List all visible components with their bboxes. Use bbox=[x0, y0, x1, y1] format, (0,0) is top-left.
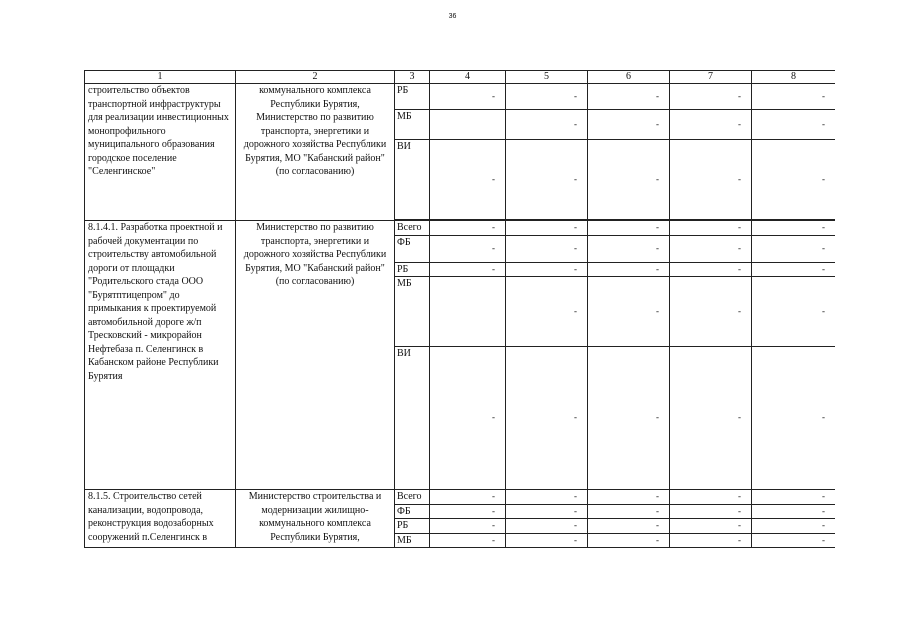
value-cell: - bbox=[430, 347, 506, 490]
value-cell: - bbox=[506, 110, 588, 140]
value-cell: - bbox=[430, 504, 506, 519]
value-cell: - bbox=[506, 504, 588, 519]
funding-source: ВИ bbox=[395, 347, 430, 490]
funding-source: МБ bbox=[395, 110, 430, 140]
value-cell: - bbox=[506, 347, 588, 490]
value-cell: - bbox=[588, 110, 670, 140]
column-header: 5 bbox=[506, 71, 588, 84]
column-header: 3 bbox=[395, 71, 430, 84]
value-cell: - bbox=[670, 533, 752, 548]
funding-source: Всего bbox=[395, 490, 430, 505]
column-header: 6 bbox=[588, 71, 670, 84]
value-cell: - bbox=[430, 533, 506, 548]
value-cell: - bbox=[430, 221, 506, 236]
funding-source: ВИ bbox=[395, 140, 430, 220]
value-cell: - bbox=[588, 533, 670, 548]
column-header: 8 bbox=[752, 71, 836, 84]
value-cell: - bbox=[588, 504, 670, 519]
value-cell: - bbox=[752, 140, 836, 220]
value-cell: - bbox=[670, 347, 752, 490]
value-cell: - bbox=[670, 277, 752, 347]
table-row bbox=[85, 84, 836, 110]
value-cell: - bbox=[752, 533, 836, 548]
funding-source: РБ bbox=[395, 519, 430, 534]
value-cell: - bbox=[588, 277, 670, 347]
value-cell: - bbox=[430, 262, 506, 277]
funding-source: МБ bbox=[395, 533, 430, 548]
value-cell: - bbox=[430, 235, 506, 262]
value-cell: - bbox=[670, 504, 752, 519]
value-cell: - bbox=[588, 235, 670, 262]
value-cell: - bbox=[506, 519, 588, 534]
value-cell bbox=[430, 277, 506, 347]
value-cell: - bbox=[506, 277, 588, 347]
value-cell: - bbox=[752, 277, 836, 347]
value-cell: - bbox=[506, 262, 588, 277]
value-cell: - bbox=[430, 140, 506, 220]
value-cell: - bbox=[506, 140, 588, 220]
column-header: 4 bbox=[430, 71, 506, 84]
measure-description: 8.1.5. Строительство сетей канализации, водопровода, реконструкция водозаборных сооружений п.Селенгинск в bbox=[85, 490, 236, 548]
responsible-executor: коммунального комплекса Республики Бурятия, Министерство по развитию транспорта, энергетики и дорожного хозяйства Республики Бурятия, МО "Кабанский район" (по согласованию) bbox=[236, 84, 395, 221]
value-cell: - bbox=[752, 221, 836, 236]
funding-source: РБ bbox=[395, 84, 430, 110]
funding-source: ФБ bbox=[395, 504, 430, 519]
responsible-executor: Министерство по развитию транспорта, энергетики и дорожного хозяйства Республики Бурятия, МО "Кабанский район" (по согласованию) bbox=[236, 221, 395, 490]
value-cell: - bbox=[506, 490, 588, 505]
value-cell: - bbox=[670, 235, 752, 262]
column-header: 2 bbox=[236, 71, 395, 84]
measure-description: строительство объектов транспортной инфраструктуры для реализации инвестиционных монопрофильного муниципального образования городское поселение "Селенгинское" bbox=[85, 84, 236, 221]
value-cell: - bbox=[752, 347, 836, 490]
value-cell: - bbox=[752, 262, 836, 277]
value-cell: - bbox=[752, 235, 836, 262]
value-cell: - bbox=[670, 140, 752, 220]
funding-source: МБ bbox=[395, 277, 430, 347]
responsible-executor: Министерство строительства и модернизации жилищно-коммунального комплекса Республики Бурятия, bbox=[236, 490, 395, 548]
value-cell: - bbox=[588, 490, 670, 505]
budget-table-sheet bbox=[84, 70, 835, 550]
column-header: 7 bbox=[670, 71, 752, 84]
value-cell: - bbox=[506, 84, 588, 110]
value-cell: - bbox=[752, 490, 836, 505]
column-number-row bbox=[85, 71, 836, 84]
funding-source: Всего bbox=[395, 221, 430, 236]
value-cell: - bbox=[752, 110, 836, 140]
measure-description: 8.1.4.1. Разработка проектной и рабочей документации по строительству автомобильной дороги от площадки "Родительского стада ООО "Бурятптицепром" до примыкания к проектируемой автомобильной дороге ж/п Тресковский - микрорайон Нефтебаза п. Селенгинск в Кабанском районе Республики Бурятия bbox=[85, 221, 236, 490]
column-header: 1 bbox=[85, 71, 236, 84]
funding-source: РБ bbox=[395, 262, 430, 277]
value-cell: - bbox=[670, 262, 752, 277]
value-cell: - bbox=[430, 490, 506, 505]
value-cell: - bbox=[588, 221, 670, 236]
value-cell: - bbox=[430, 84, 506, 110]
funding-source: ФБ bbox=[395, 235, 430, 262]
value-cell: - bbox=[588, 262, 670, 277]
value-cell: - bbox=[670, 221, 752, 236]
table-row bbox=[85, 221, 836, 236]
value-cell: - bbox=[670, 84, 752, 110]
value-cell: - bbox=[752, 504, 836, 519]
value-cell: - bbox=[506, 221, 588, 236]
value-cell: - bbox=[670, 110, 752, 140]
value-cell: - bbox=[588, 347, 670, 490]
value-cell: - bbox=[506, 235, 588, 262]
value-cell: - bbox=[506, 533, 588, 548]
value-cell: - bbox=[670, 490, 752, 505]
value-cell: - bbox=[588, 519, 670, 534]
value-cell: - bbox=[588, 140, 670, 220]
page-number: 36 bbox=[448, 13, 457, 20]
value-cell: - bbox=[430, 519, 506, 534]
value-cell bbox=[430, 110, 506, 140]
value-cell: - bbox=[752, 519, 836, 534]
value-cell: - bbox=[670, 519, 752, 534]
budget-table bbox=[84, 70, 835, 548]
value-cell: - bbox=[752, 84, 836, 110]
table-row bbox=[85, 490, 836, 505]
value-cell: - bbox=[588, 84, 670, 110]
